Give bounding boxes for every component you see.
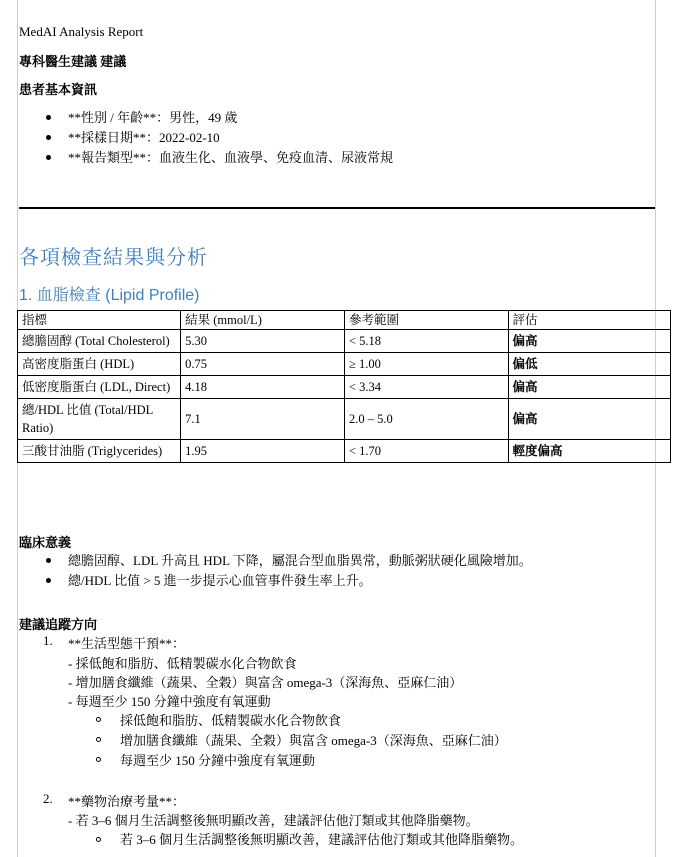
row-evaluation: 偏高 <box>508 399 670 440</box>
row-value: 4.18 <box>181 376 345 399</box>
clinical-heading: 臨床意義 <box>19 535 72 550</box>
sub-bullet-circle <box>96 737 101 742</box>
table-row <box>18 330 671 353</box>
report-title: MedAI Analysis Report <box>19 24 144 39</box>
clinical-item: 總/HDL 比值 > 5 進一步提示心血管事件發生率上升。 <box>68 573 372 588</box>
followup-item1-subitem: 增加膳食纖維（蔬果、全穀）與富含 omega-3（深海魚、亞麻仁油） <box>120 733 507 748</box>
row-indicator: 總膽固醇 (Total Cholesterol) <box>18 330 181 353</box>
patient-item-gender-age: **性別 / 年齡**：男性，49 歲 <box>68 110 238 125</box>
row-range: < 3.34 <box>344 376 508 399</box>
followup-item1-subitem: 每週至少 150 分鐘中強度有氧運動 <box>120 753 316 768</box>
sub-bullet-circle <box>96 837 101 842</box>
followup-item1-line: - 採低飽和脂肪、低精製碳水化合物飲食 <box>68 656 297 671</box>
row-value: 0.75 <box>181 353 345 376</box>
row-value: 5.30 <box>181 330 345 353</box>
column-header: 指標 <box>18 311 181 330</box>
row-indicator: 低密度脂蛋白 (LDL, Direct) <box>18 376 181 399</box>
row-evaluation: 偏低 <box>508 353 670 376</box>
bullet-dot <box>46 115 51 120</box>
lipid-heading: 1. 血脂檢查 (Lipid Profile) <box>19 287 200 304</box>
bullet-dot <box>46 578 51 583</box>
followup-item1-title: **生活型態干預**： <box>68 636 186 651</box>
patient-item-report-type: **報告類型**：血液生化、血液學、免疫血清、尿液常規 <box>68 150 394 165</box>
table-row <box>18 376 671 399</box>
bullet-dot <box>46 558 51 563</box>
followup-item1-subitem: 採低飽和脂肪、低精製碳水化合物飲食 <box>120 713 342 728</box>
table-row <box>18 440 671 463</box>
row-evaluation: 輕度偏高 <box>508 440 670 463</box>
row-value: 1.95 <box>181 440 345 463</box>
row-range: < 1.70 <box>344 440 508 463</box>
table-header-row <box>18 311 671 330</box>
followup-item2-line: - 若 3–6 個月生活調整後無明顯改善，建議評估他汀類或其他降脂藥物。 <box>68 813 479 828</box>
followup-heading: 建議追蹤方向 <box>19 617 98 632</box>
followup-item2-subitem: 若 3–6 個月生活調整後無明顯改善，建議評估他汀類或其他降脂藥物。 <box>120 832 524 847</box>
column-header: 結果 (mmol/L) <box>181 311 345 330</box>
horizontal-rule <box>19 207 655 209</box>
row-indicator: 三酸甘油脂 (Triglycerides) <box>18 440 181 463</box>
patient-heading: 患者基本資訊 <box>19 82 98 97</box>
row-range: ≥ 1.00 <box>344 353 508 376</box>
bullet-dot <box>46 155 51 160</box>
list-number: 2. <box>43 791 53 806</box>
row-indicator: 總/HDL 比值 (Total/HDL Ratio) <box>18 399 181 440</box>
row-value: 7.1 <box>181 399 345 440</box>
list-number: 1. <box>43 633 53 648</box>
results-heading: 各項檢查結果與分析 <box>19 247 208 269</box>
column-header: 評估 <box>508 311 670 330</box>
column-header: 參考範圍 <box>344 311 508 330</box>
followup-item2-title: **藥物治療考量**： <box>68 794 186 809</box>
lipid-table <box>17 310 671 463</box>
sub-bullet-circle <box>96 717 101 722</box>
table-row <box>18 399 671 440</box>
row-range: < 5.18 <box>344 330 508 353</box>
row-evaluation: 偏高 <box>508 376 670 399</box>
sub-bullet-circle <box>96 757 101 762</box>
bullet-dot <box>46 135 51 140</box>
clinical-item: 總膽固醇、LDL 升高且 HDL 下降，屬混合型血脂異常，動脈粥狀硬化風險增加。 <box>68 553 532 568</box>
row-range: 2.0 – 5.0 <box>344 399 508 440</box>
followup-item1-line: - 增加膳食纖維（蔬果、全穀）與富含 omega-3（深海魚、亞麻仁油） <box>68 675 463 690</box>
row-indicator: 高密度脂蛋白 (HDL) <box>18 353 181 376</box>
patient-item-sample-date: **採樣日期**：2022-02-10 <box>68 130 220 145</box>
section-title: 專科醫生建議 建議 <box>19 54 127 69</box>
followup-item1-line: - 每週至少 150 分鐘中強度有氧運動 <box>68 694 271 709</box>
row-evaluation: 偏高 <box>508 330 670 353</box>
table-row <box>18 353 671 376</box>
